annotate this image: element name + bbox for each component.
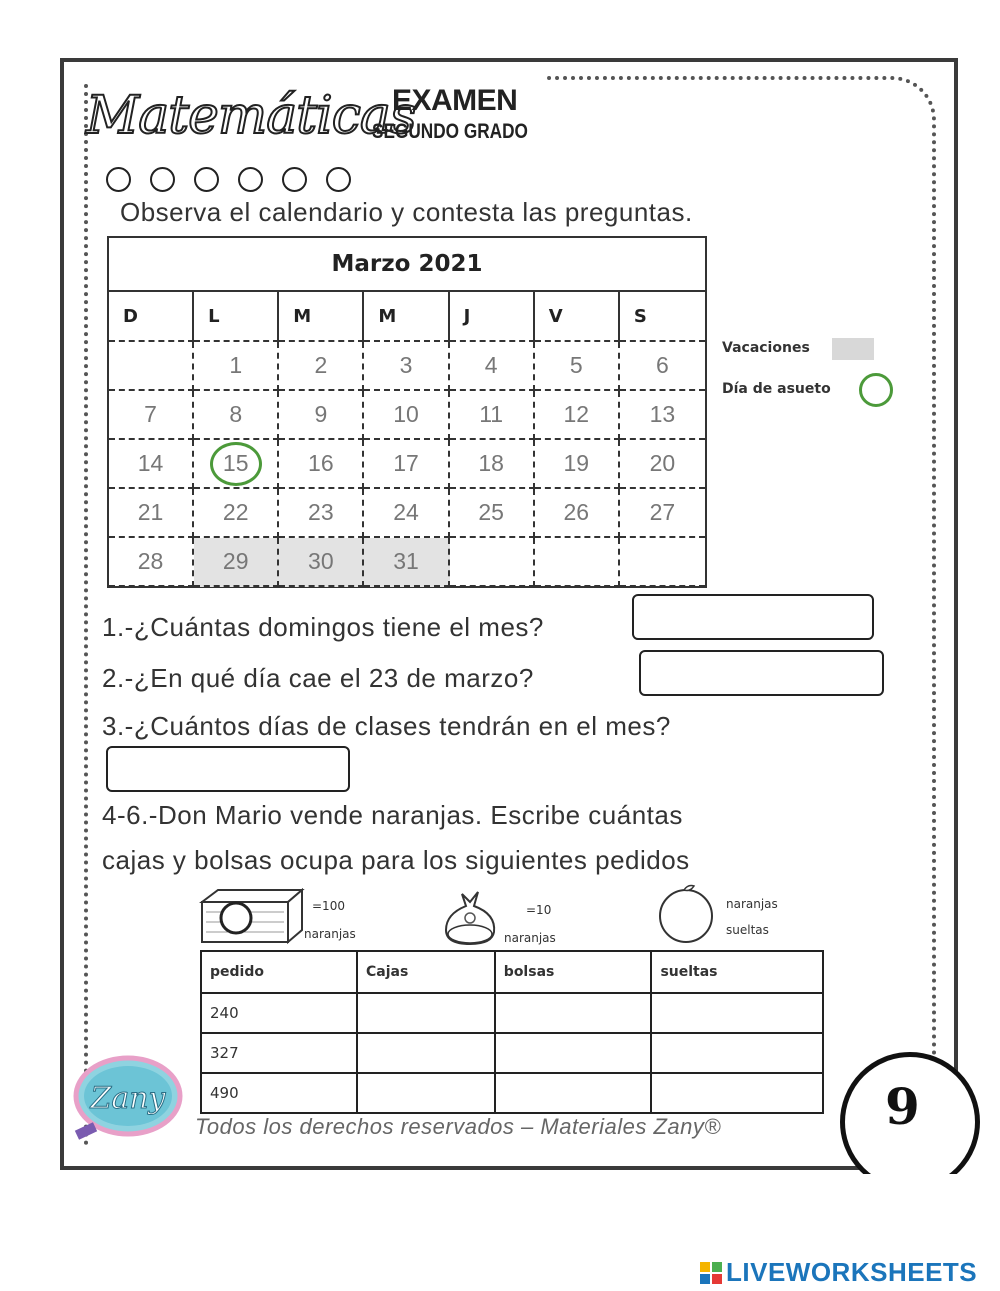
calendar-day: 30 [279, 538, 364, 587]
calendar-day [450, 538, 535, 587]
liveworksheets-mark-icon [700, 1262, 722, 1284]
calendar-day [194, 440, 279, 489]
circle-icon [326, 167, 351, 192]
exam-title: EXAMEN [392, 84, 518, 117]
question-2: 2.-¿En qué día cae el 23 de marzo? [102, 663, 534, 693]
title-matematicas: Matemáticas [86, 86, 416, 146]
calendar-day: 6 [620, 342, 705, 391]
circle-icon [194, 167, 219, 192]
order-quantity: 240 [201, 993, 357, 1033]
frame-gap [84, 70, 546, 84]
decorative-circles [106, 167, 351, 192]
legend-vacation-swatch [832, 338, 874, 360]
weekday-header: D [109, 292, 194, 342]
calendar-day: 26 [535, 489, 620, 538]
calendar-day: 20 [620, 440, 705, 489]
exam-subtitle: SEGUNDO GRADO [372, 120, 528, 143]
page-number: 9 [885, 1077, 920, 1136]
answer-cell[interactable] [495, 1033, 652, 1073]
circle-icon [238, 167, 263, 192]
calendar-day: 11 [450, 391, 535, 440]
answer-cell[interactable] [357, 993, 495, 1033]
weekday-header: S [620, 292, 705, 342]
liveworksheets-logo[interactable] [700, 1257, 977, 1288]
box-value: =100 [312, 899, 345, 913]
calendar-day: 5 [535, 342, 620, 391]
answer-box-q2[interactable] [639, 650, 884, 696]
answer-cell[interactable] [651, 1033, 823, 1073]
bag-label: naranjas [504, 931, 556, 945]
footer-copyright: Todos los derechos reservados – Materiales Zany® [195, 1114, 722, 1139]
calendar [107, 236, 707, 588]
calendar-day: 31 [364, 538, 449, 587]
calendar-day: 16 [279, 440, 364, 489]
calendar-day: 17 [364, 440, 449, 489]
question-4-line2: cajas y bolsas ocupa para los siguientes pedidos [102, 845, 690, 875]
calendar-day: 24 [364, 489, 449, 538]
calendar-day: 13 [620, 391, 705, 440]
order-quantity: 327 [201, 1033, 357, 1073]
calendar-title: Marzo 2021 [109, 238, 705, 292]
question-3: 3.-¿Cuántos días de clases tendrán en el mes? [102, 711, 671, 741]
calendar-day: 19 [535, 440, 620, 489]
answer-cell[interactable] [357, 1033, 495, 1073]
holiday-day: 15 [210, 442, 262, 486]
calendar-day [535, 538, 620, 587]
calendar-day: 23 [279, 489, 364, 538]
calendar-day: 8 [194, 391, 279, 440]
calendar-day: 27 [620, 489, 705, 538]
answer-cell[interactable] [651, 993, 823, 1033]
table-row [201, 1033, 823, 1073]
liveworksheets-text: LIVEWORKSHEETS [726, 1257, 978, 1287]
circle-icon [150, 167, 175, 192]
legend-holiday-label: Día de asueto [722, 381, 831, 397]
circle-icon [282, 167, 307, 192]
zany-logo [72, 1052, 184, 1142]
calendar-grid [109, 292, 705, 587]
answer-cell[interactable] [651, 1073, 823, 1113]
calendar-day: 21 [109, 489, 194, 538]
calendar-day: 4 [450, 342, 535, 391]
calendar-day: 29 [194, 538, 279, 587]
weekday-header: M [364, 292, 449, 342]
answer-box-q1[interactable] [632, 594, 874, 640]
loose-label-1: naranjas [726, 897, 778, 911]
calendar-day [109, 342, 194, 391]
calendar-day [620, 538, 705, 587]
legend-vacation-label: Vacaciones [722, 340, 810, 356]
orders-header-cell: Cajas [357, 951, 495, 993]
answer-cell[interactable] [495, 1073, 652, 1113]
orders-header-cell: sueltas [651, 951, 823, 993]
page-number-badge [840, 1052, 980, 1192]
calendar-day: 12 [535, 391, 620, 440]
weekday-header: L [194, 292, 279, 342]
weekday-header: V [535, 292, 620, 342]
answer-cell[interactable] [495, 993, 652, 1033]
answer-cell[interactable] [357, 1073, 495, 1113]
calendar-day: 14 [109, 440, 194, 489]
bag-value: =10 [526, 903, 552, 917]
calendar-day: 18 [450, 440, 535, 489]
answer-box-q3[interactable] [106, 746, 350, 792]
legend-holiday-circle-icon [859, 373, 893, 407]
page-mask [820, 1174, 1000, 1214]
question-1: 1.-¿Cuántas domingos tiene el mes? [102, 612, 544, 642]
calendar-day: 1 [194, 342, 279, 391]
zany-logo-text: Zany [90, 1081, 166, 1116]
calendar-day: 3 [364, 342, 449, 391]
orders-table [200, 950, 824, 1114]
weekday-header: M [279, 292, 364, 342]
loose-orange-icon [654, 880, 718, 944]
table-row [201, 993, 823, 1033]
instruction-text: Observa el calendario y contesta las preguntas. [120, 197, 693, 227]
orders-header-cell: bolsas [495, 951, 652, 993]
orange-bag-icon [440, 884, 502, 948]
orders-header-row [201, 951, 823, 993]
orange-box-icon [198, 888, 306, 946]
calendar-day: 9 [279, 391, 364, 440]
circle-icon [106, 167, 131, 192]
calendar-day: 28 [109, 538, 194, 587]
question-4-line1: 4-6.-Don Mario vende naranjas. Escribe cuántas [102, 800, 683, 830]
calendar-day: 2 [279, 342, 364, 391]
calendar-day: 7 [109, 391, 194, 440]
table-row [201, 1073, 823, 1113]
orders-header-cell: pedido [201, 951, 357, 993]
order-quantity: 490 [201, 1073, 357, 1113]
calendar-day: 25 [450, 489, 535, 538]
calendar-day: 10 [364, 391, 449, 440]
calendar-day: 22 [194, 489, 279, 538]
weekday-header: J [450, 292, 535, 342]
loose-label-2: sueltas [726, 923, 769, 937]
box-label: naranjas [304, 927, 356, 941]
